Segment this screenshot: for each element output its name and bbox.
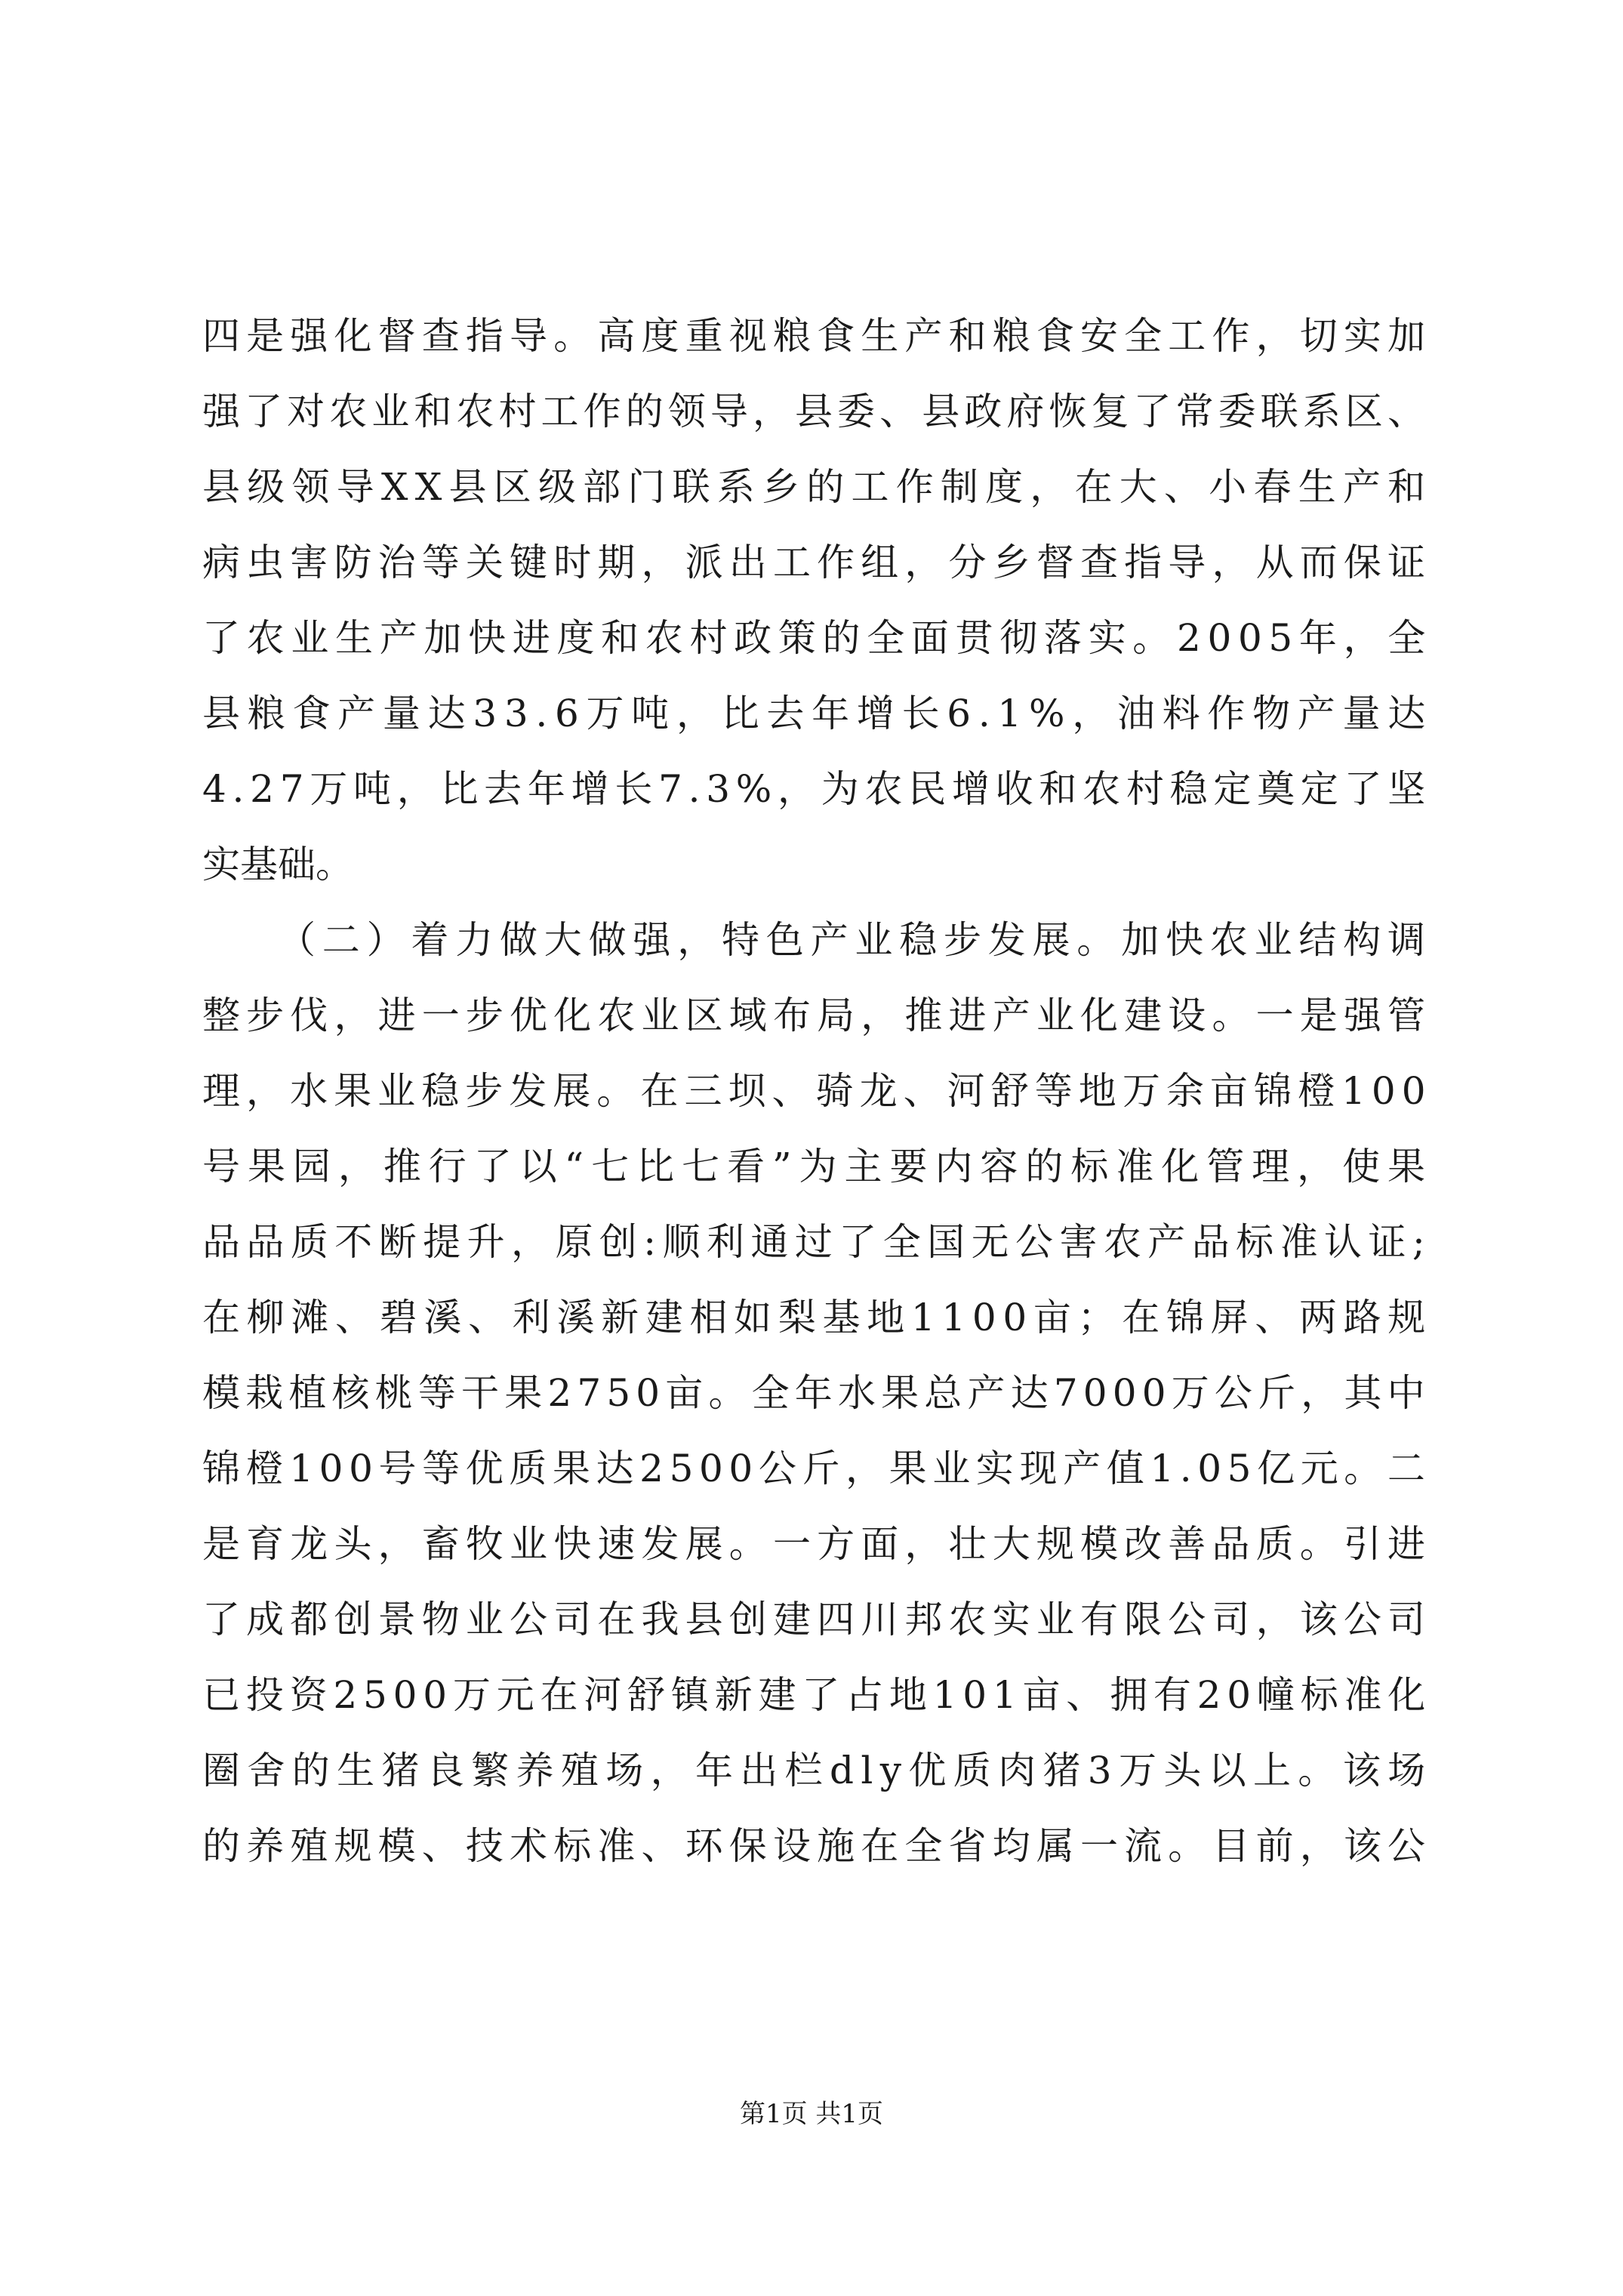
- text-line: 病虫害防治等关键时期，派出工作组，分乡督查指导，从而保证: [202, 541, 1432, 584]
- text-line: 品品质不断提升，原创:顺利通过了全国无公害农产品标准认证;: [202, 1220, 1432, 1264]
- text-line: 了成都创景物业公司在我县创建四川邦农实业有限公司，该公司: [202, 1598, 1432, 1641]
- page-footer: [0, 2095, 1623, 2133]
- text-line: 圈舍的生猪良繁养殖场，年出栏dly优质肉猪3万头以上。该场: [202, 1749, 1433, 1792]
- text-line: 已投资2500万元在河舒镇新建了占地101亩、拥有20幢标准化: [202, 1673, 1432, 1717]
- page-number-label: 第1页 共1页: [739, 2099, 884, 2129]
- text-line: 4.27万吨，比去年增长7.3%，为农民增收和农村稳定奠定了坚: [202, 767, 1431, 811]
- text-line: （二）着力做大做强，特色产业稳步发展。加快农业结构调: [278, 918, 1432, 962]
- text-line: 整步伐，进一步优化农业区域布局，推进产业化建设。一是强管: [202, 994, 1432, 1037]
- text-line: 的养殖规模、技术标准、环保设施在全省均属一流。目前，该公: [202, 1824, 1432, 1868]
- body-text: [202, 298, 1434, 1884]
- text-line: 号果园，推行了以“七比七看”为主要内容的标准化管理，使果: [202, 1145, 1434, 1188]
- text-line: 是育龙头，畜牧业快速发展。一方面，壮大规模改善品质。引进: [202, 1522, 1432, 1566]
- text-line: 县级领导XX县区级部门联系乡的工作制度，在大、小春生产和: [202, 465, 1433, 509]
- text-line: 锦橙100号等优质果达2500公斤，果业实现产值1.05亿元。二: [202, 1447, 1431, 1490]
- text-line: 四是强化督查指导。高度重视粮食生产和粮食安全工作，切实加: [202, 314, 1432, 358]
- text-line: 了农业生产加快进度和农村政策的全面贯彻落实。2005年，全: [202, 616, 1432, 660]
- text-line: 模栽植核桃等干果2750亩。全年水果总产达7000万公斤，其中: [202, 1371, 1431, 1415]
- text-line: 强了对农业和农村工作的领导，县委、县政府恢复了常委联系区、: [202, 390, 1431, 433]
- text-line: 在柳滩、碧溪、利溪新建相如梨基地1100亩；在锦屏、两路规: [202, 1296, 1432, 1339]
- text-line: 理，水果业稳步发展。在三坝、骑龙、河舒等地万余亩锦橙100: [202, 1069, 1432, 1113]
- text-line: 实基础。: [202, 843, 353, 886]
- text-line: 县粮食产量达33.6万吨，比去年增长6.1%，油料作物产量达: [202, 692, 1433, 735]
